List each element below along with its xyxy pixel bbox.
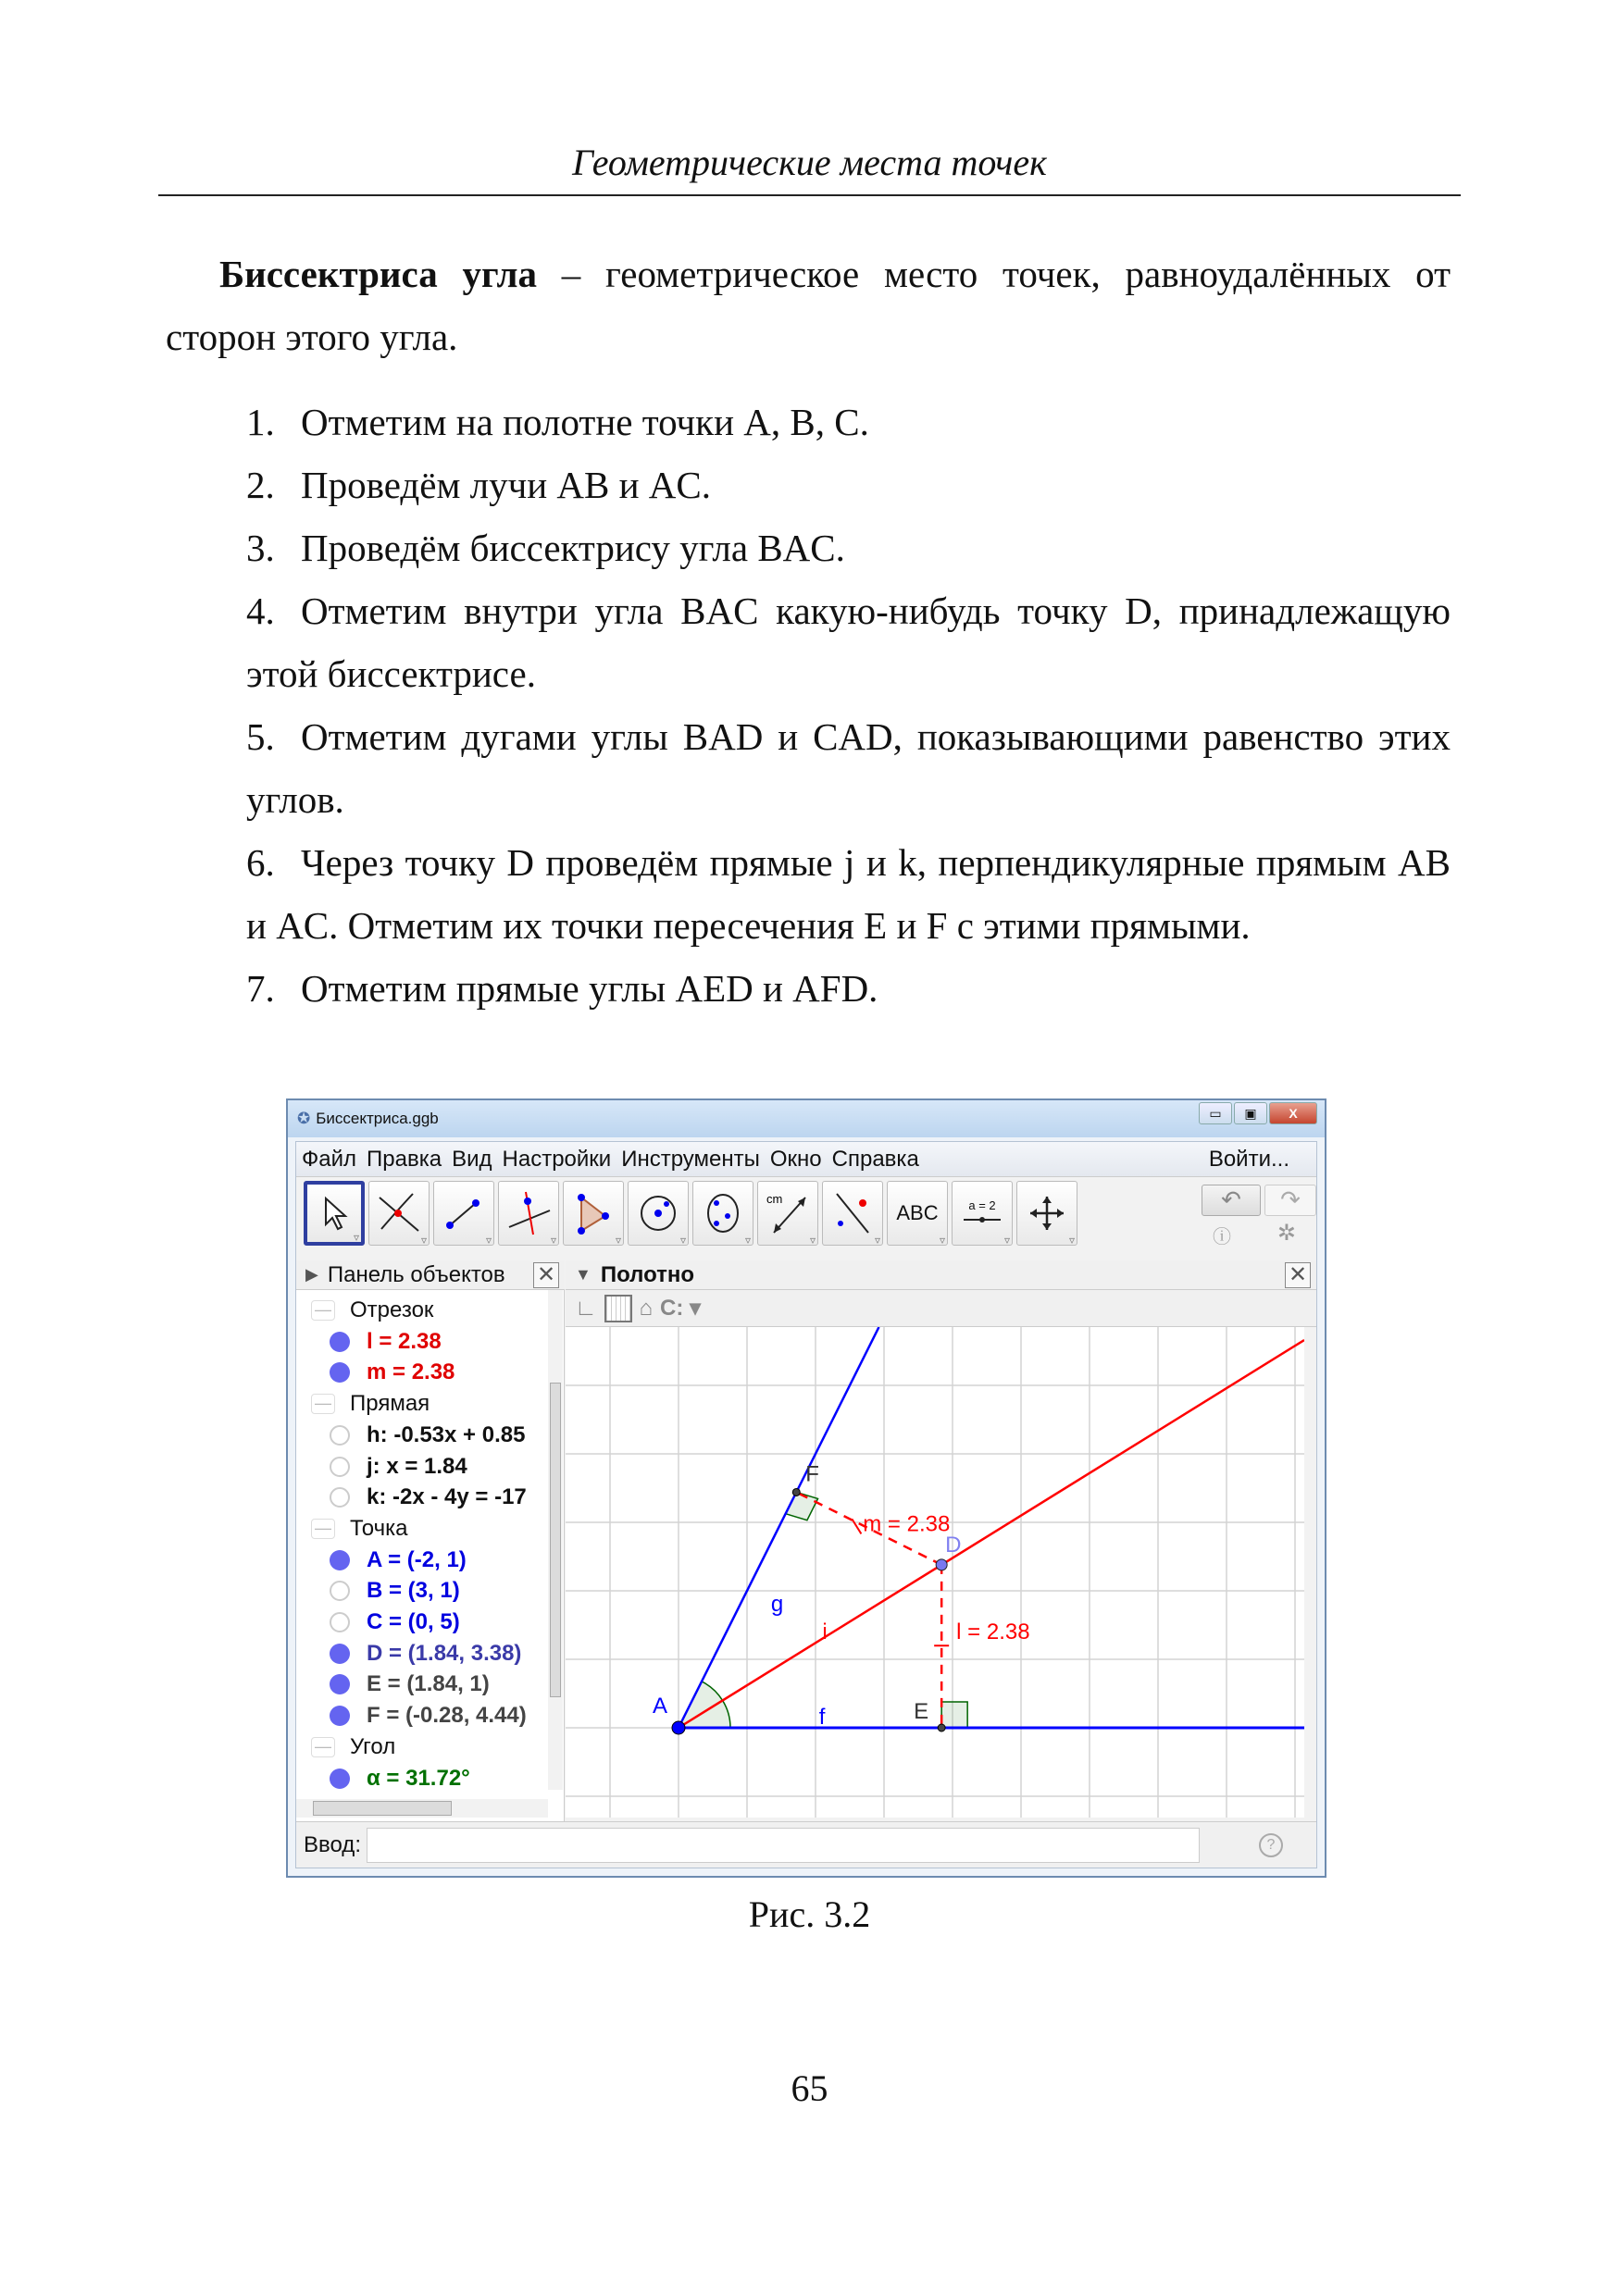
algebra-item-label: m = 2.38: [367, 1359, 455, 1385]
visibility-toggle-icon[interactable]: [330, 1332, 350, 1352]
panel-expand-icon[interactable]: ▶: [305, 1265, 318, 1284]
graphics-style-bar: [566, 1290, 1316, 1327]
definition-text: – геометрическое место точек, равноудалённых от сторон этого угла.: [166, 253, 1451, 358]
body-text: [166, 242, 1451, 1020]
cursor-arrow-icon: [320, 1195, 348, 1232]
right-angle-mark-E: [941, 1702, 967, 1728]
step-number: 7.: [246, 967, 275, 1010]
segment-icon: [441, 1190, 487, 1236]
algebra-item[interactable]: [330, 1575, 460, 1607]
angle-arc: [679, 1682, 730, 1728]
label-i: i: [822, 1619, 828, 1644]
point-F: [792, 1488, 800, 1496]
algebra-panel-header: [296, 1260, 565, 1290]
step-number: 5.: [246, 715, 275, 758]
collapse-group-icon[interactable]: —: [311, 1519, 335, 1539]
step-text: Через точку D проведём прямые j и k, перпендикулярные прямым AB и AC. Отметим их точки пересечения E и F с этими прямыми.: [246, 841, 1451, 947]
definition-paragraph: [166, 242, 1451, 368]
step-item: [246, 957, 1451, 1020]
algebra-close-button[interactable]: ✕: [533, 1262, 559, 1288]
move-arrows-icon: [1028, 1195, 1065, 1232]
algebra-item[interactable]: [330, 1482, 527, 1513]
maximize-button[interactable]: ▣: [1234, 1102, 1267, 1124]
collapse-group-icon[interactable]: —: [311, 1737, 335, 1757]
app-icon: ✪: [297, 1110, 311, 1127]
ray-AC: [679, 1327, 879, 1728]
toolbar: [304, 1181, 1077, 1246]
algebra-group[interactable]: [311, 1513, 407, 1545]
circle-icon: [635, 1190, 681, 1236]
menu-item[interactable]: Инструменты: [621, 1146, 760, 1172]
algebra-panel-title: Панель объектов: [327, 1261, 505, 1287]
figure-caption: Рис. 3.2: [748, 1893, 871, 1935]
step-text: Проведём биссектрису угла BAC.: [301, 527, 845, 569]
algebra-group[interactable]: [311, 1731, 395, 1763]
window-title: Биссектриса.ggb: [316, 1110, 439, 1127]
algebra-group[interactable]: [311, 1388, 430, 1420]
tool-intersect[interactable]: [368, 1181, 430, 1246]
visibility-toggle-icon[interactable]: [330, 1644, 350, 1664]
point-D: [936, 1559, 947, 1570]
group-label: Точка: [350, 1515, 408, 1541]
tool-slider[interactable]: [952, 1181, 1013, 1246]
algebra-item-label: C = (0, 5): [367, 1609, 460, 1634]
visibility-toggle-icon[interactable]: [330, 1674, 350, 1694]
step-text: Отметим прямые углы AED и AFD.: [301, 967, 878, 1010]
step-number: 6.: [246, 841, 275, 884]
header-rule: [158, 194, 1461, 196]
visibility-toggle-icon[interactable]: [330, 1362, 350, 1383]
input-label: Ввод:: [304, 1831, 361, 1857]
distance-unit: cm: [766, 1192, 783, 1206]
collapse-group-icon[interactable]: —: [311, 1394, 335, 1414]
app-body: [295, 1141, 1317, 1868]
input-field[interactable]: [367, 1828, 1200, 1863]
grid-toggle-icon[interactable]: [604, 1295, 632, 1322]
algebra-item[interactable]: [330, 1545, 467, 1576]
algebra-item-label: α = 31.72°: [367, 1765, 470, 1791]
geogebra-window: [286, 1098, 1326, 1878]
menu-item[interactable]: Вид: [452, 1146, 492, 1172]
tool-segment[interactable]: [433, 1181, 494, 1246]
graphics-close-button[interactable]: ✕: [1285, 1262, 1311, 1288]
step-text: Отметим дугами углы BAD и CAD, показывающими равенство этих углов.: [246, 715, 1451, 821]
term: Биссектриса угла: [219, 253, 537, 295]
algebra-view: [296, 1290, 565, 1836]
visibility-toggle-icon[interactable]: [330, 1457, 350, 1477]
panel-collapse-icon[interactable]: ▼: [575, 1265, 592, 1284]
tool-conic[interactable]: [692, 1181, 753, 1246]
graphics-panel-title: Полотно: [600, 1261, 695, 1287]
slider-icon: [962, 1215, 1003, 1224]
label-f: f: [818, 1705, 826, 1730]
label-l: l = 2.38: [956, 1619, 1030, 1644]
polygon-icon: [570, 1190, 616, 1236]
label-g: g: [770, 1592, 784, 1618]
algebra-item-label: A = (-2, 1): [367, 1546, 467, 1572]
tool-circle[interactable]: [628, 1181, 689, 1246]
collapse-group-icon[interactable]: —: [311, 1300, 335, 1321]
algebra-item[interactable]: [330, 1420, 525, 1451]
input-help-icon[interactable]: ?: [1259, 1833, 1283, 1857]
minimize-button[interactable]: ▭: [1199, 1102, 1232, 1124]
reflect-line-icon: [829, 1190, 876, 1236]
tool-perpendicular[interactable]: [498, 1181, 559, 1246]
tool-reflect[interactable]: [822, 1181, 883, 1246]
visibility-toggle-icon[interactable]: [330, 1706, 350, 1726]
label-m: m = 2.38: [863, 1511, 951, 1537]
slider-tool-label: a = 2: [968, 1198, 996, 1212]
menu-bar: [296, 1142, 1316, 1177]
close-button[interactable]: X: [1269, 1102, 1317, 1124]
ellipse-icon: [700, 1190, 746, 1236]
home-icon[interactable]: ⌂: [639, 1295, 653, 1321]
algebra-item-label: l = 2.38: [367, 1328, 442, 1354]
login-link[interactable]: Войти...: [1208, 1146, 1289, 1172]
step-item: [246, 516, 1451, 579]
label-F: F: [805, 1461, 819, 1487]
group-label: Прямая: [350, 1391, 430, 1417]
step-number: 3.: [246, 527, 275, 569]
algebra-item[interactable]: [330, 1638, 521, 1669]
title-bar: [288, 1100, 1325, 1137]
algebra-item-label: F = (-0.28, 4.44): [367, 1703, 527, 1729]
algebra-item-label: j: x = 1.84: [367, 1453, 467, 1479]
menu-item[interactable]: Настройки: [502, 1146, 612, 1172]
graphics-panel-header: [566, 1260, 1316, 1290]
group-label: Угол: [350, 1733, 396, 1759]
label-D: D: [945, 1532, 962, 1558]
point-capture-icon[interactable]: C: ▾: [660, 1296, 702, 1321]
label-A: A: [653, 1694, 668, 1719]
algebra-item[interactable]: [330, 1607, 460, 1638]
algebra-item[interactable]: [330, 1357, 455, 1388]
step-text: Отметим на полотне точки A, B, C.: [301, 401, 869, 443]
page-number: 65: [791, 2067, 828, 2109]
undo-button[interactable]: ↶: [1202, 1185, 1261, 1216]
tool-polygon[interactable]: [563, 1181, 624, 1246]
point-E: [938, 1724, 945, 1731]
algebra-horizontal-scrollbar[interactable]: [296, 1799, 548, 1818]
step-item: [246, 831, 1451, 957]
step-text: Проведём лучи AB и AC.: [301, 464, 712, 506]
tool-move-view[interactable]: [1016, 1181, 1077, 1246]
algebra-item[interactable]: [330, 1326, 442, 1358]
algebra-item[interactable]: [330, 1700, 527, 1731]
group-label: Отрезок: [350, 1297, 434, 1322]
menu-item[interactable]: Правка: [367, 1146, 442, 1172]
text-tool-label: ABC: [896, 1201, 939, 1224]
help-icon[interactable]: ⓘ: [1213, 1227, 1231, 1247]
visibility-toggle-icon[interactable]: [330, 1612, 350, 1632]
label-E: E: [914, 1699, 929, 1724]
step-number: 4.: [246, 590, 275, 632]
axes-toggle-icon[interactable]: ∟: [575, 1295, 597, 1321]
gear-icon[interactable]: ✲: [1277, 1221, 1296, 1246]
menu-item[interactable]: Файл: [302, 1146, 357, 1172]
distance-icon: [765, 1190, 811, 1236]
step-number: 2.: [246, 464, 275, 506]
step-item: [246, 705, 1451, 831]
visibility-toggle-icon[interactable]: [330, 1769, 350, 1789]
visibility-toggle-icon[interactable]: [330, 1487, 350, 1508]
intersect-icon: [376, 1190, 422, 1236]
algebra-item[interactable]: [330, 1763, 470, 1794]
visibility-toggle-icon[interactable]: [330, 1581, 350, 1601]
input-bar: [296, 1821, 1316, 1868]
bisector-ray: [679, 1340, 1304, 1728]
running-header: Геометрические места точек: [572, 142, 1047, 183]
visibility-toggle-icon[interactable]: [330, 1425, 350, 1446]
algebra-vertical-scrollbar[interactable]: [548, 1290, 563, 1790]
tool-text[interactable]: [887, 1181, 948, 1246]
algebra-item-label: h: -0.53x + 0.85: [367, 1421, 526, 1447]
tool-distance[interactable]: [757, 1181, 818, 1246]
algebra-item[interactable]: [330, 1451, 467, 1483]
redo-button[interactable]: ↷: [1264, 1185, 1316, 1216]
tool-move[interactable]: [304, 1181, 365, 1246]
step-number: 1.: [246, 401, 275, 443]
step-item: [246, 391, 1451, 453]
algebra-item-label: D = (1.84, 3.38): [367, 1640, 522, 1666]
menu-item[interactable]: Справка: [831, 1146, 919, 1172]
algebra-item[interactable]: [330, 1669, 490, 1700]
point-A: [672, 1721, 685, 1734]
step-text: Отметим внутри угла BAC какую-нибудь точку D, принадлежащую этой биссектрисе.: [246, 590, 1451, 695]
menu-item[interactable]: Окно: [769, 1146, 822, 1172]
steps-list: [166, 391, 1451, 1020]
algebra-item-label: k: -2x - 4y = -17: [367, 1484, 527, 1510]
visibility-toggle-icon[interactable]: [330, 1550, 350, 1570]
step-item: [246, 453, 1451, 516]
algebra-item-label: B = (3, 1): [367, 1578, 460, 1604]
graphics-view[interactable]: [566, 1327, 1304, 1818]
step-item: [246, 579, 1451, 705]
equal-tick-m: [852, 1519, 861, 1533]
algebra-item-label: E = (1.84, 1): [367, 1671, 490, 1697]
algebra-group[interactable]: [311, 1295, 433, 1326]
perpendicular-icon: [505, 1190, 552, 1236]
